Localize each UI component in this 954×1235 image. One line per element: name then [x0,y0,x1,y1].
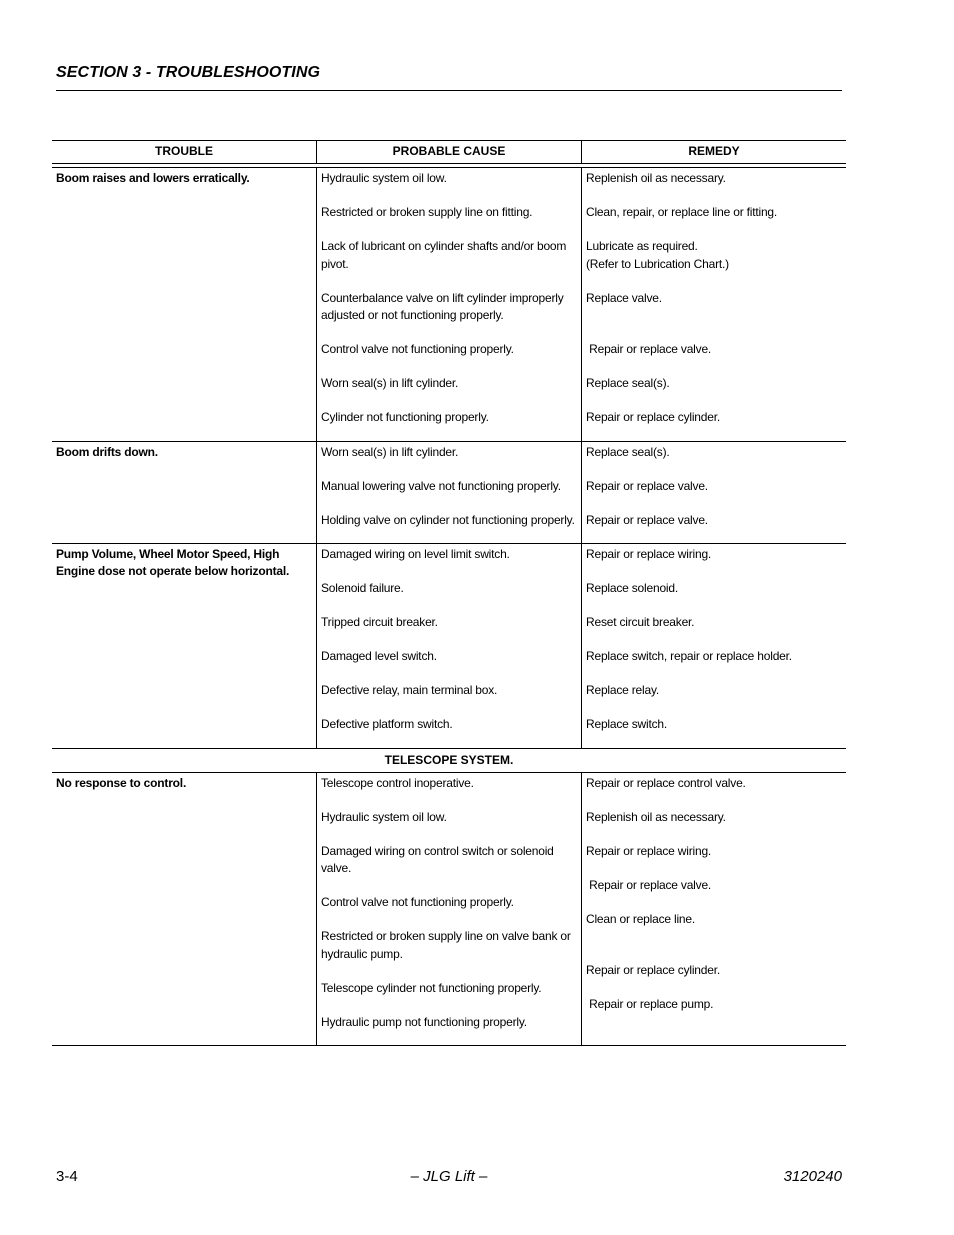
remedy-item: Clean or replace line. [586,911,695,926]
remedy-item: Reset circuit breaker. [586,615,695,629]
remedy-item: Repair or replace wiring. [586,843,712,858]
cause-item: Worn seal(s) in lift cylinder. [321,444,459,459]
cause-item: Hydraulic system oil low. [321,171,447,185]
cause-item: Damaged level switch. [321,649,437,663]
remedy-item: Repair or replace valve. [586,512,708,527]
cause-cell [316,442,581,544]
remedy-item: Replace solenoid. [586,581,678,595]
remedy-cell [581,544,846,748]
document-number: 3120240 [783,1168,842,1185]
trouble-group [52,544,846,749]
cause-item: Manual lowering valve not functioning properly. [321,478,561,493]
cause-item: Control valve not functioning properly. [321,342,514,356]
troubleshooting-table [52,140,846,1046]
cause-item: Defective platform switch. [321,717,453,731]
remedy-item: Replace valve. [586,290,662,305]
cause-item: Hydraulic pump not functioning properly. [321,1014,527,1029]
column-header-row [52,140,846,163]
remedy-item: Lubricate as required. (Refer to Lubrication Chart.) [586,239,729,271]
column-header-probable-cause: PROBABLE CAUSE [316,141,581,163]
cause-item: Solenoid failure. [321,581,404,595]
cause-item: Counterbalance valve on lift cylinder improperly adjusted or not functioning properly. [321,290,564,322]
trouble-cell: Boom drifts down. [56,444,158,459]
remedy-item: Replenish oil as necessary. [586,171,726,185]
page-header [56,64,842,91]
remedy-item: Repair or replace control valve. [586,775,746,790]
cause-cell [316,544,581,748]
trouble-group [52,168,846,442]
cause-item: Holding valve on cylinder not functioning properly. [321,512,575,527]
cause-item: Cylinder not functioning properly. [321,410,489,424]
trouble-group [52,442,846,545]
section-row-telescope-system: TELESCOPE SYSTEM. [52,749,846,773]
cause-item: Damaged wiring on level limit switch. [321,547,510,561]
trouble-cell: Boom raises and lowers erratically. [56,171,250,185]
cause-item: Worn seal(s) in lift cylinder. [321,376,459,390]
cause-cell [316,773,581,1046]
trouble-cell: No response to control. [56,775,187,790]
cause-item: Telescope cylinder not functioning properly. [321,980,542,995]
remedy-item: Replace relay. [586,683,660,697]
cause-item: Restricted or broken supply line on valve bank or hydraulic pump. [321,929,571,961]
remedy-cell [581,168,846,441]
cause-item: Lack of lubricant on cylinder shafts and/or boom pivot. [321,239,567,271]
section-title: SECTION 3 - TROUBLESHOOTING [56,64,321,81]
remedy-item: Replace switch. [586,717,668,731]
footer-publisher: – JLG Lift – [410,1168,488,1185]
page-number: 3-4 [56,1168,78,1185]
remedy-item: Repair or replace pump. [586,997,714,1011]
cause-item: Control valve not functioning properly. [321,895,514,909]
remedy-item: Repair or replace valve. [586,342,712,356]
remedy-item: Repair or replace valve. [586,478,708,493]
remedy-item: Repair or replace cylinder. [586,410,721,424]
remedy-cell [581,442,846,544]
cause-item: Defective relay, main terminal box. [321,683,498,697]
remedy-item: Replace switch, repair or replace holder. [586,649,792,663]
cause-item: Hydraulic system oil low. [321,809,447,824]
remedy-item: Replace seal(s). [586,376,670,390]
remedy-item: Replace seal(s). [586,444,670,459]
cause-item: Restricted or broken supply line on fitting. [321,205,533,219]
column-header-trouble: TROUBLE [155,144,213,158]
cause-item: Telescope control inoperative. [321,775,474,790]
remedy-item: Clean, repair, or replace line or fitting. [586,205,778,219]
trouble-group [52,773,846,1047]
cause-item: Tripped circuit breaker. [321,615,438,629]
column-header-remedy: REMEDY [581,141,846,163]
page-footer [56,1168,842,1188]
cause-cell [316,168,581,441]
remedy-cell [581,773,846,1046]
remedy-item: Repair or replace cylinder. [586,963,721,977]
cause-item: Damaged wiring on control switch or solenoid valve. [321,843,554,875]
remedy-item: Repair or replace wiring. [586,547,712,561]
remedy-item: Repair or replace valve. [586,877,712,892]
remedy-item: Replenish oil as necessary. [586,809,726,824]
trouble-cell: Pump Volume, Wheel Motor Speed, High Engine dose not operate below horizontal. [56,547,290,578]
